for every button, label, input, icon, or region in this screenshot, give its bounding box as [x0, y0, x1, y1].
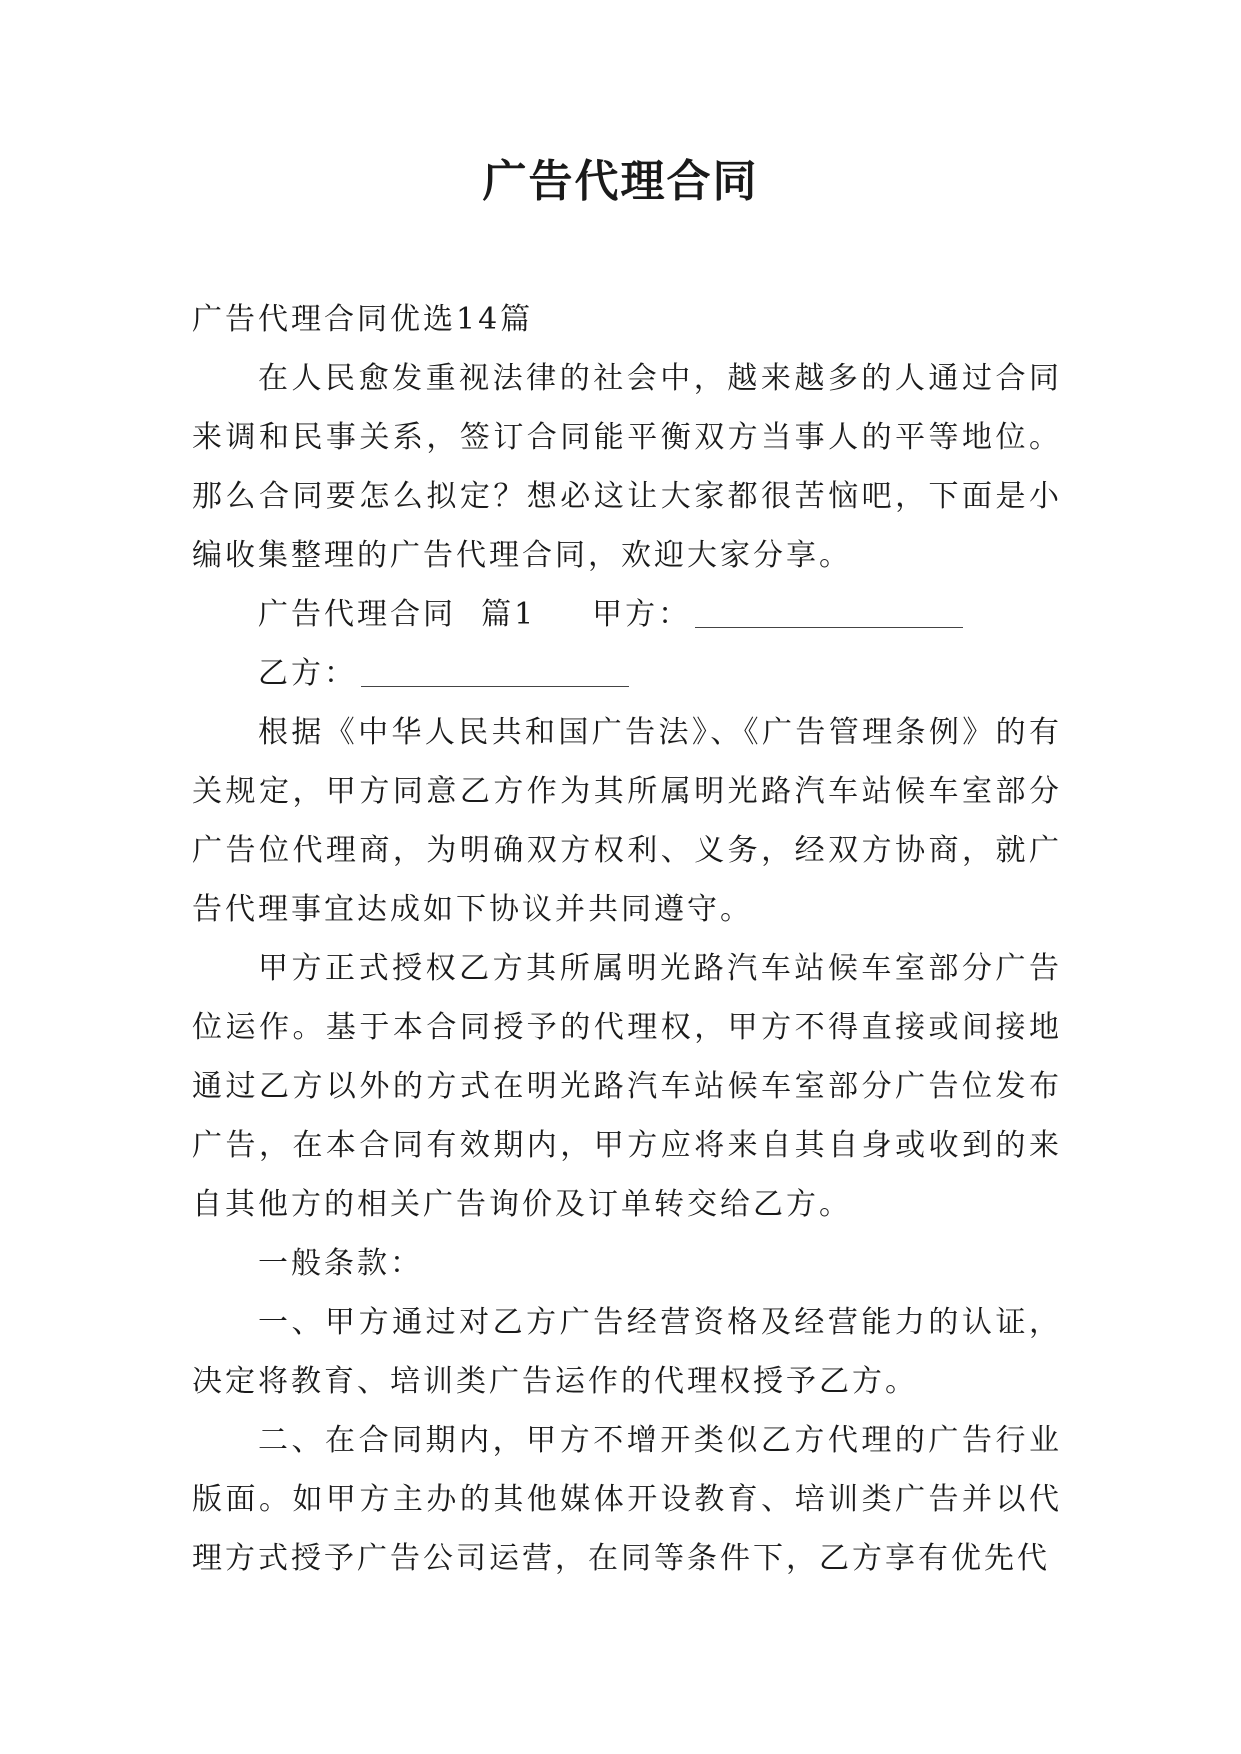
general-terms-heading: 一般条款：	[258, 1246, 423, 1281]
section-heading: 广告代理合同 篇1	[258, 597, 537, 632]
party-a-blank	[695, 597, 963, 628]
section-heading-line	[192, 585, 1062, 644]
intro-paragraph: 在人民愈发重视法律的社会中，越来越多的人通过合同来调和民事关系，签订合同能平衡双方当事人的平等地位。那么合同要怎么拟定？想必这让大家都很苦恼吧，下面是小编收集整理的广告代理合同，欢迎大家分享。	[192, 361, 1062, 573]
party-b-label: 乙方：	[258, 656, 357, 691]
party-b-blank	[361, 656, 629, 687]
basis-paragraph: 根据《中华人民共和国广告法》、《广告管理条例》的有关规定，甲方同意乙方作为其所属明光路汽车站候车室部分广告位代理商，为明确双方权利、义务，经双方协商，就广告代理事宜达成如下协议并共同遵守。	[192, 715, 1062, 927]
document-subtitle: 广告代理合同优选14篇	[192, 302, 534, 337]
document-body	[192, 290, 1062, 1588]
party-b-line	[192, 644, 1062, 703]
document-title: 广告代理合同	[482, 156, 759, 207]
clause-2: 二、在合同期内，甲方不增开类似乙方代理的广告行业版面。如甲方主办的其他媒体开设教育、培训类广告并以代理方式授予广告公司运营，在同等条件下，乙方享有优先代	[192, 1423, 1062, 1576]
authorization-paragraph: 甲方正式授权乙方其所属明光路汽车站候车室部分广告位运作。基于本合同授予的代理权，甲方不得直接或间接地通过乙方以外的方式在明光路汽车站候车室部分广告位发布广告，在本合同有效期内，甲方应将来自其自身或收到的来自其他方的相关广告询价及订单转交给乙方。	[192, 951, 1062, 1222]
clause-1: 一、甲方通过对乙方广告经营资格及经营能力的认证，决定将教育、培训类广告运作的代理权授予乙方。	[192, 1305, 1062, 1399]
party-a-label: 甲方：	[592, 597, 692, 632]
